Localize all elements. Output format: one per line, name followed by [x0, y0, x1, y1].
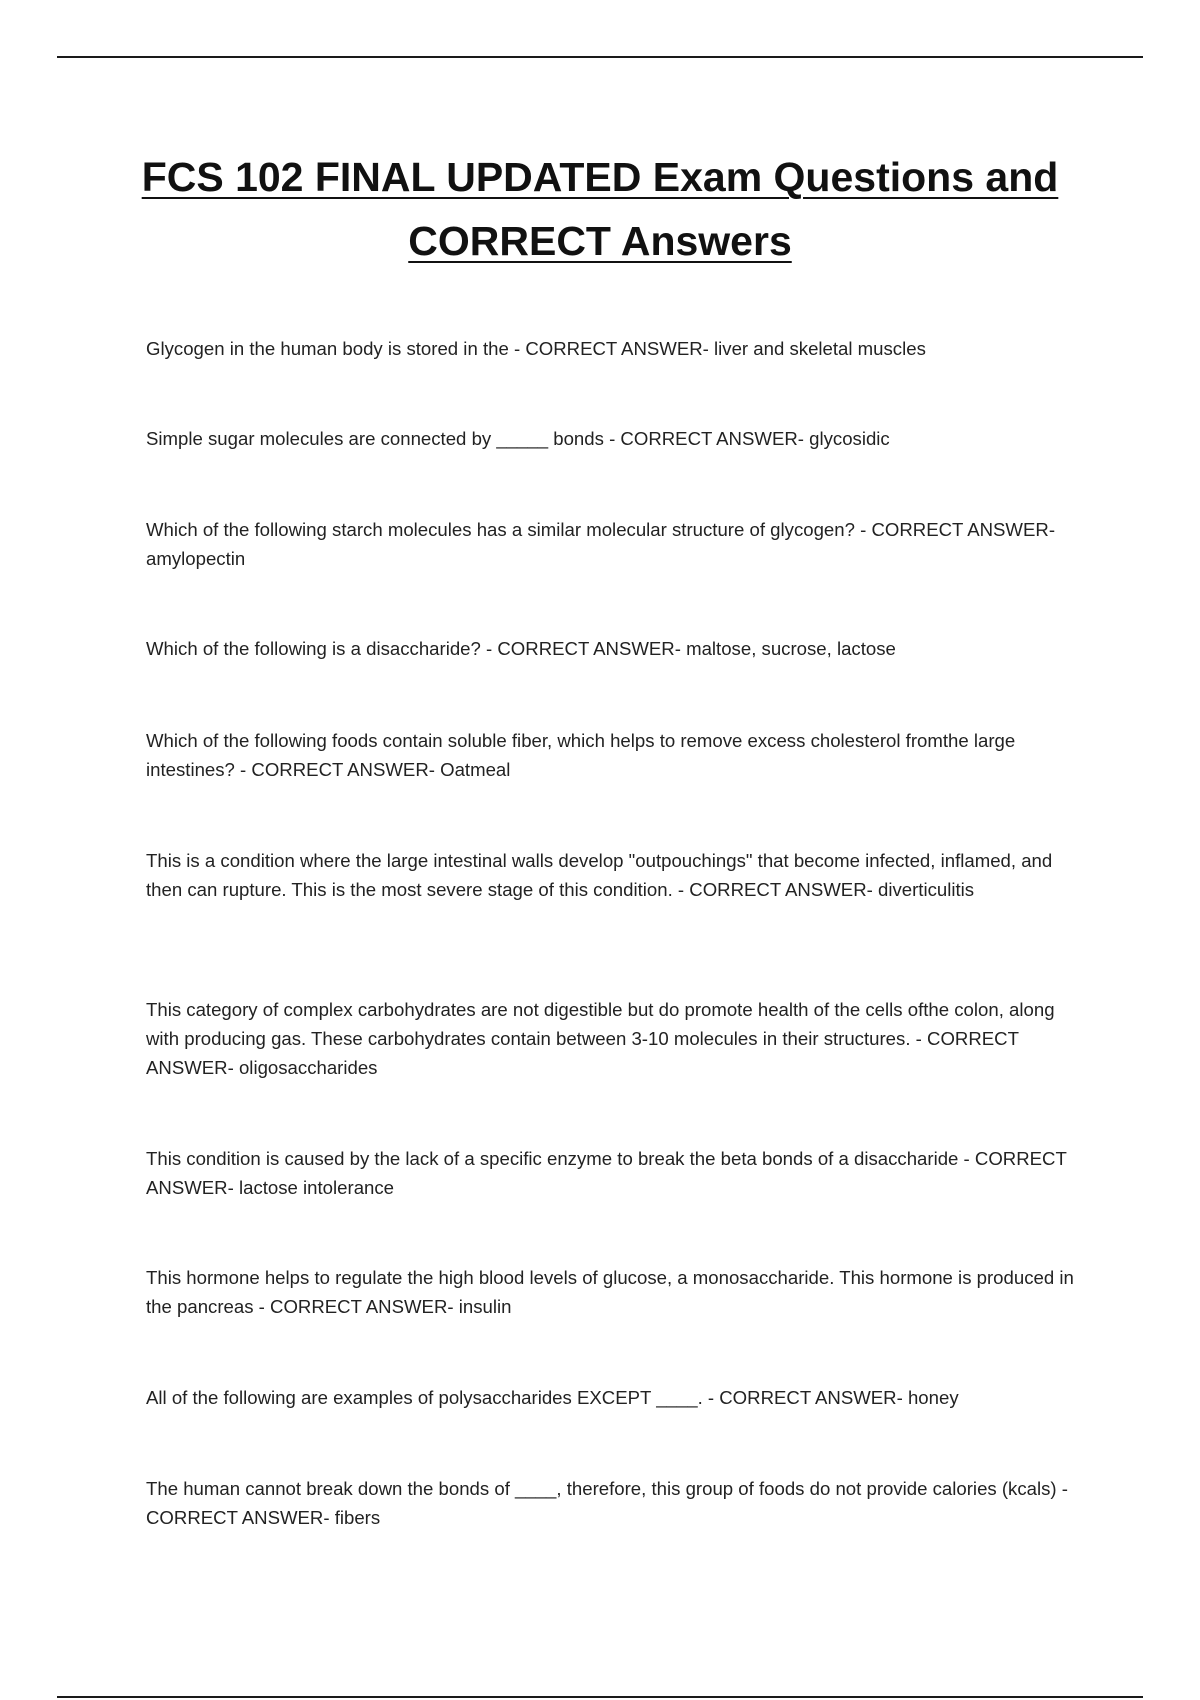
title-line-2: CORRECT Answers: [408, 218, 792, 264]
question-answer-item: Glycogen in the human body is stored in the - CORRECT ANSWER- liver and skeletal muscles: [146, 338, 926, 359]
question-answer-item: This hormone helps to regulate the high blood levels of glucose, a monosaccharide. This hormone is produced in the pancreas - CORRECT ANSWER- insulin: [146, 1267, 1074, 1317]
question-answer-item: All of the following are examples of polysaccharides EXCEPT ____. - CORRECT ANSWER- honey: [146, 1387, 959, 1408]
question-answer-item: This category of complex carbohydrates are not digestible but do promote health of the cells ofthe colon, along with producing gas. These carbohydrates contain between 3-10 molecules in their structures. - CORRECT ANSWER- oligosaccharides: [146, 999, 1055, 1078]
title-line-1: FCS 102 FINAL UPDATED Exam Questions and: [141, 154, 1059, 200]
document-title: [120, 145, 1080, 273]
question-answer-item: Which of the following starch molecules has a similar molecular structure of glycogen? - CORRECT ANSWER- amylopectin: [146, 519, 1056, 569]
question-answer-item: This is a condition where the large intestinal walls develop "outpouchings" that become infected, inflamed, and then can rupture. This is the most severe stage of this condition. - CORRECT ANSWER- diverticulitis: [146, 850, 1053, 900]
bottom-rule: [57, 1696, 1143, 1698]
question-answer-item: Which of the following foods contain soluble fiber, which helps to remove excess cholesterol fromthe large intestines? - CORRECT ANSWER- Oatmeal: [146, 730, 1016, 780]
question-answer-item: Which of the following is a disaccharide? - CORRECT ANSWER- maltose, sucrose, lactose: [146, 638, 896, 659]
question-answer-item: The human cannot break down the bonds of ____, therefore, this group of foods do not provide calories (kcals) - CORRECT ANSWER- fibers: [146, 1478, 1068, 1528]
top-rule: [57, 56, 1143, 58]
question-answer-item: This condition is caused by the lack of a specific enzyme to break the beta bonds of a disaccharide - CORRECT ANSWER- lactose intolerance: [146, 1148, 1067, 1198]
question-answer-item: Simple sugar molecules are connected by _____ bonds - CORRECT ANSWER- glycosidic: [146, 428, 890, 449]
